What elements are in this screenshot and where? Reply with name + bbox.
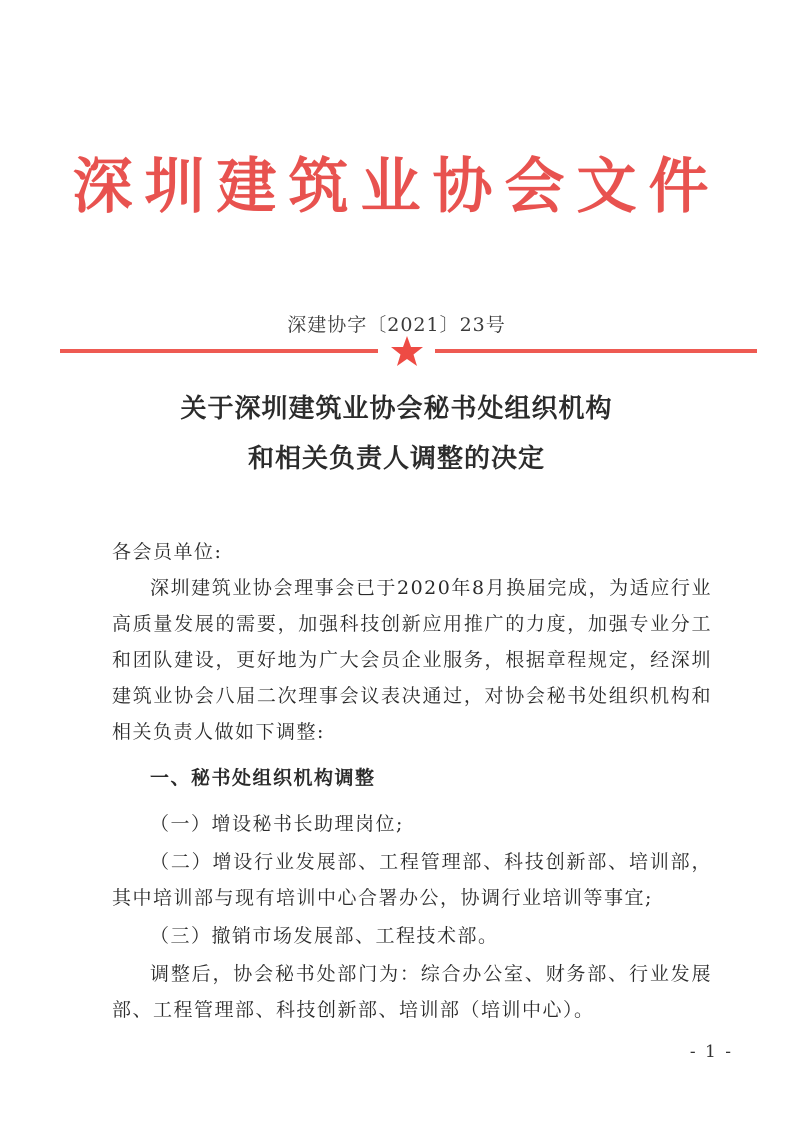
document-subject-line-1: 关于深圳建筑业协会秘书处组织机构 xyxy=(180,394,613,424)
document-subject-line-2: 和相关负责人调整的决定 xyxy=(247,444,545,474)
document-header-title: 深圳建筑业协会文件 xyxy=(72,152,721,222)
divider-line-right xyxy=(435,349,757,353)
list-item-2: （二）增设行业发展部、工程管理部、科技创新部、培训部，其中培训部与现有培训中心合署办公，协调行业培训等事宜; xyxy=(112,851,712,909)
salutation: 各会员单位: xyxy=(112,541,223,563)
list-item-3: （三）撤销市场发展部、工程技术部。 xyxy=(150,925,499,947)
list-item-1: （一）增设秘书长助理岗位; xyxy=(150,813,404,835)
body-paragraph-1: 深圳建筑业协会理事会已于2020年8月换届完成，为适应行业高质量发展的需要，加强科技创新应用推广的力度，加强专业分工和团队建设，更好地为广大会员企业服务，根据章程规定，经深圳建筑业协会八届二次理事会议表决通过，对协会秘书处组织机构和相关负责人做如下调整: xyxy=(112,577,712,743)
document-number: 深建协字〔2021〕23号 xyxy=(287,314,506,336)
section-heading-1: 一、秘书处组织机构调整 xyxy=(150,767,376,789)
star-icon xyxy=(390,334,424,368)
divider-line-left xyxy=(60,349,378,353)
body-paragraph-after-list: 调整后，协会秘书处部门为：综合办公室、财务部、行业发展部、工程管理部、科技创新部、培训部（培训中心）。 xyxy=(112,963,712,1021)
header-divider xyxy=(60,346,757,358)
page-number: - 1 - xyxy=(689,1042,733,1062)
